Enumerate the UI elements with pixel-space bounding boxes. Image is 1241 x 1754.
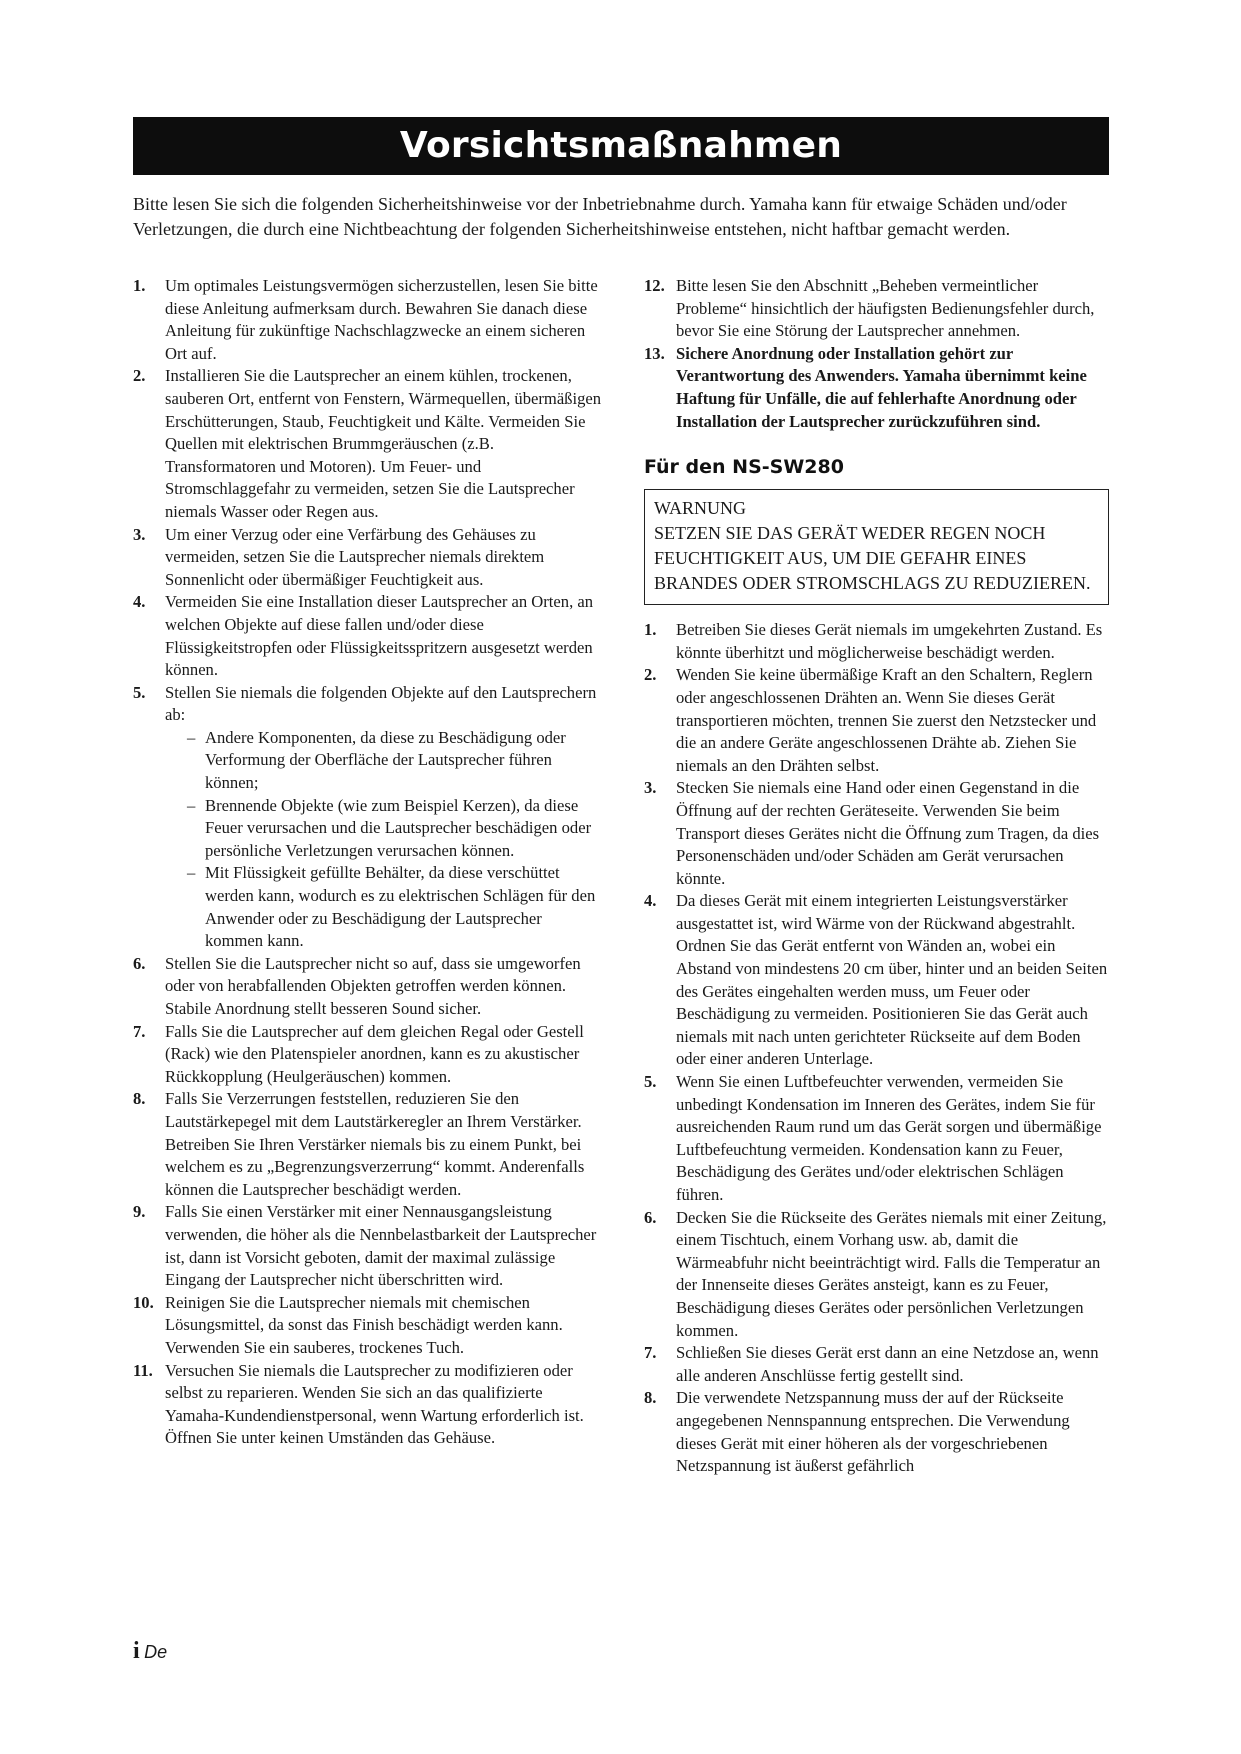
general-precautions-list-continued: [644, 275, 1110, 433]
sublist-item: – Andere Komponenten, da diese zu Beschädigung oder Verformung der Oberfläche der Lautsprecher führen können;: [181, 727, 603, 795]
item-text: Betreiben Sie dieses Gerät niemals im umgekehrten Zustand. Es könnte überhitzt und möglicherweise beschädigt werden.: [676, 620, 1103, 662]
item-number: 2.: [644, 665, 657, 685]
list-item: [133, 1360, 603, 1450]
list-item: [133, 1201, 603, 1291]
left-column: [133, 275, 603, 1450]
item-text: Sichere Anordnung oder Installation gehört zur Verantwortung des Anwenders. Yamaha übernimmt keine Haftung für Unfälle, die auf fehlerhafte Anordnung oder Installation der Lautsprecher zurückzuführen sind.: [676, 343, 1087, 431]
sublist-item: – Mit Flüssigkeit gefüllte Behälter, da diese verschüttet werden kann, wodurch es zu elektrischen Schlägen für den Anwender oder zu Beschädigung der Lautsprecher kommen kann.: [181, 862, 603, 952]
item-text: Falls Sie die Lautsprecher auf dem gleichen Regal oder Gestell (Rack) wie den Platenspieler anordnen, kann es zu akustischer Rückkopplung (Heulgeräuschen) kommen.: [165, 1021, 584, 1086]
list-item: [644, 343, 1110, 433]
list-item: [133, 365, 603, 523]
item-number: 1.: [133, 276, 146, 295]
item-text: Um einer Verzug oder eine Verfärbung des Gehäuses zu vermeiden, setzen Sie die Lautsprecher niemals direktem Sonnenlicht oder übermäßiger Feuchtigkeit aus.: [165, 524, 545, 589]
item-number: 13.: [644, 343, 665, 363]
item-text: Die verwendete Netzspannung muss der auf der Rückseite angegebenen Nennspannung entsprechen. Die Verwendung dieses Gerät mit einer höheren als der vorgeschriebenen Netzspannung ist äußerst gefährlich: [676, 1388, 1070, 1476]
item-number: 6.: [644, 1207, 657, 1227]
item-text: Wenden Sie keine übermäßige Kraft an den Schaltern, Reglern oder angeschlossenen Drähten an. Wenn Sie dieses Gerät transportieren möchten, trennen Sie zuerst den Netzstecker und die an andere Geräte angeschlossenen Drähte ab. Ziehen Sie niemals an den Drähten selbst.: [676, 665, 1097, 775]
warning-text: SETZEN SIE DAS GERÄT WEDER REGEN NOCH FEUCHTIGKEIT AUS, UM DIE GEFAHR EINES BRANDES ODER STROMSCHLAGS ZU REDUZIEREN.: [654, 523, 1091, 594]
page-title: Vorsichtsmaßnahmen: [399, 125, 843, 166]
item-number: 9.: [133, 1202, 146, 1222]
list-item: [644, 890, 1110, 1071]
item-text: Stellen Sie niemals die folgenden Objekte auf den Lautsprechern ab:: [165, 682, 597, 725]
warning-box: [644, 489, 1109, 605]
list-item: [644, 1387, 1110, 1477]
item-text: Schließen Sie dieses Gerät erst dann an eine Netzdose an, wenn alle anderen Anschlüsse fertig gestellt sind.: [676, 1343, 1099, 1385]
item-text: Falls Sie Verzerrungen feststellen, reduzieren Sie den Lautstärkepegel mit dem Lautstärkeregler an Ihrem Verstärker. Betreiben Sie Ihren Verstärker niemals bis zu einem Punkt, bei welchem es zu „Begrenzungsverzerrung“ kommt. Anderenfalls können die Lautsprecher beschädigt werden.: [165, 1089, 585, 1199]
warning-title: WARNUNG: [654, 498, 746, 519]
list-item: [133, 1292, 603, 1360]
list-item: [644, 664, 1110, 777]
section-heading: Für den NS-SW280: [644, 456, 844, 479]
item-number: 11.: [133, 1360, 153, 1380]
item-text: Bitte lesen Sie den Abschnitt „Beheben vermeintlicher Probleme“ hinsichtlich der häufigsten Bedienungsfehler durch, bevor Sie eine Störung der Lautsprecher annehmen.: [676, 276, 1095, 341]
item-number: 5.: [644, 1072, 657, 1092]
item-number: 7.: [133, 1021, 146, 1041]
item-text: Stellen Sie die Lautsprecher nicht so auf, dass sie umgeworfen oder von herabfallenden Objekten getroffen werden können. Stabile Anordnung stellt besseren Sound sicher.: [165, 953, 581, 1018]
item-number: 8.: [133, 1089, 146, 1109]
item-text: Da dieses Gerät mit einem integrierten Leistungsverstärker ausgestattet ist, wird Wärme von der Rückwand abgestrahlt. Ordnen Sie das Gerät entfernt von Wänden an, wobei ein Abstand von mindestens 20 cm über, hinter und an beiden Seiten des Gerätes eingehalten werden muss, um Feuer oder Beschädigung zu vermeiden. Positionieren Sie das Gerät auch niemals mit nach unten gerichteter Rückseite auf dem Boden oder einer anderen Unterlage.: [676, 891, 1108, 1069]
list-item: [133, 524, 603, 592]
page-number: i: [133, 1638, 140, 1664]
item-text: Installieren Sie die Lautsprecher an einem kühlen, trockenen, sauberen Ort, entfernt von Fenstern, Wärmequellen, übermäßigen Erschütterungen, Staub, Feuchtigkeit und Kälte. Vermeiden Sie Quellen mit elektrischen Brummgeräuschen (z.B. Transformatoren und Motoren). Um Feuer- und Stromschlaggefahr zu vermeiden, setzen Sie die Lautsprecher niemals Wasser oder Regen aus.: [165, 366, 602, 521]
item-number: 4.: [644, 891, 657, 911]
item-text: Falls Sie einen Verstärker mit einer Nennausgangsleistung verwenden, die höher als die Nennbelastbarkeit der Lautsprecher ist, dann ist Vorsicht geboten, damit der maximal zulässige Eingang der Lautsprecher nicht überschritten wird.: [165, 1202, 597, 1290]
item-number: 8.: [644, 1388, 657, 1408]
item-text: Reinigen Sie die Lautsprecher niemals mit chemischen Lösungsmittel, da sonst das Finish beschädigt werden kann. Verwenden Sie ein sauberes, trockenes Tuch.: [165, 1292, 563, 1357]
item-number: 3.: [644, 778, 657, 798]
sublist-item: – Brennende Objekte (wie zum Beispiel Kerzen), da diese Feuer verursachen und die Lautsprecher beschädigen oder persönliche Verletzungen verursachen können.: [181, 795, 603, 863]
list-item: [133, 682, 603, 953]
item-number: 3.: [133, 524, 146, 544]
item-number: 5.: [133, 682, 146, 702]
intro-paragraph: Bitte lesen Sie sich die folgenden Sicherheitshinweise vor der Inbetriebnahme durch. Yamaha kann für etwaige Schäden und/oder Verletzungen, die durch eine Nichtbeachtung der folgenden Sicherheitshinweise entstehen, nicht haftbar gemacht werden.: [133, 194, 1067, 239]
list-item: [133, 1021, 603, 1089]
list-item: [133, 953, 603, 1021]
item-number: 6.: [133, 953, 146, 973]
item-text: Stecken Sie niemals eine Hand oder einen Gegenstand in die Öffnung auf der rechten Geräteseite. Verwenden Sie beim Transport dieses Gerätes nicht die Öffnung zum Tragen, da dies Personenschäden und/oder Schäden am Gerät verursachen könnte.: [676, 778, 1100, 888]
general-precautions-list: [133, 275, 603, 1450]
list-item: [133, 275, 603, 365]
list-item: [644, 1207, 1110, 1343]
item-text: Decken Sie die Rückseite des Gerätes niemals mit einer Zeitung, einem Tischtuch, einem Vorhang usw. ab, damit die Wärmeabfuhr nicht beeinträchtigt wird. Falls die Temperatur an der Innenseite dieses Gerätes ansteigt, kann es zu Feuer, Beschädigung dieses Gerätes oder persönlichen Verletzungen kommen.: [676, 1207, 1107, 1340]
item-number: 10.: [133, 1292, 154, 1312]
list-item: [644, 1342, 1110, 1387]
item-number: 7.: [644, 1343, 657, 1363]
item-text: Versuchen Sie niemals die Lautsprecher zu modifizieren oder selbst zu reparieren. Wenden Sie sich an das qualifizierte Yamaha-Kundendienstpersonal, wenn Wartung erforderlich ist. Öffnen Sie unter keinen Umständen das Gehäuse.: [165, 1360, 584, 1448]
subwoofer-precautions-list: [644, 619, 1110, 1478]
item-number: 12.: [644, 276, 665, 295]
list-item: [644, 777, 1110, 890]
item-number: 4.: [133, 592, 146, 612]
language-code: De: [144, 1642, 168, 1662]
sublist: [165, 727, 603, 953]
page-footer: [133, 1638, 167, 1665]
right-column: [644, 275, 1110, 1478]
item-text: Vermeiden Sie eine Installation dieser Lautsprecher an Orten, an welchen Objekte auf diese fallen und/oder diese Flüssigkeitstropfen oder Flüssigkeitsspritzern ausgesetzt werden können.: [165, 592, 594, 680]
list-item: [644, 1071, 1110, 1207]
item-number: 1.: [644, 620, 657, 640]
item-text: Wenn Sie einen Luftbefeuchter verwenden, vermeiden Sie unbedingt Kondensation im Inneren des Gerätes, indem Sie für ausreichenden Raum rund um das Gerät sorgen und übermäßige Luftbefeuchtung vermeiden. Kondensation kann zu Feuer, Beschädigung des Gerätes und/oder elektrischen Schlägen führen.: [676, 1072, 1102, 1204]
title-banner: [133, 117, 1109, 175]
list-item: [644, 619, 1110, 664]
list-item: [644, 275, 1110, 343]
item-number: 2.: [133, 366, 146, 386]
item-text: Um optimales Leistungsvermögen sicherzustellen, lesen Sie bitte diese Anleitung aufmerksam durch. Bewahren Sie danach diese Anleitung für zukünftige Nachschlagzwecke an einem sicheren Ort auf.: [165, 276, 598, 363]
list-item: [133, 1088, 603, 1201]
list-item: [133, 591, 603, 681]
